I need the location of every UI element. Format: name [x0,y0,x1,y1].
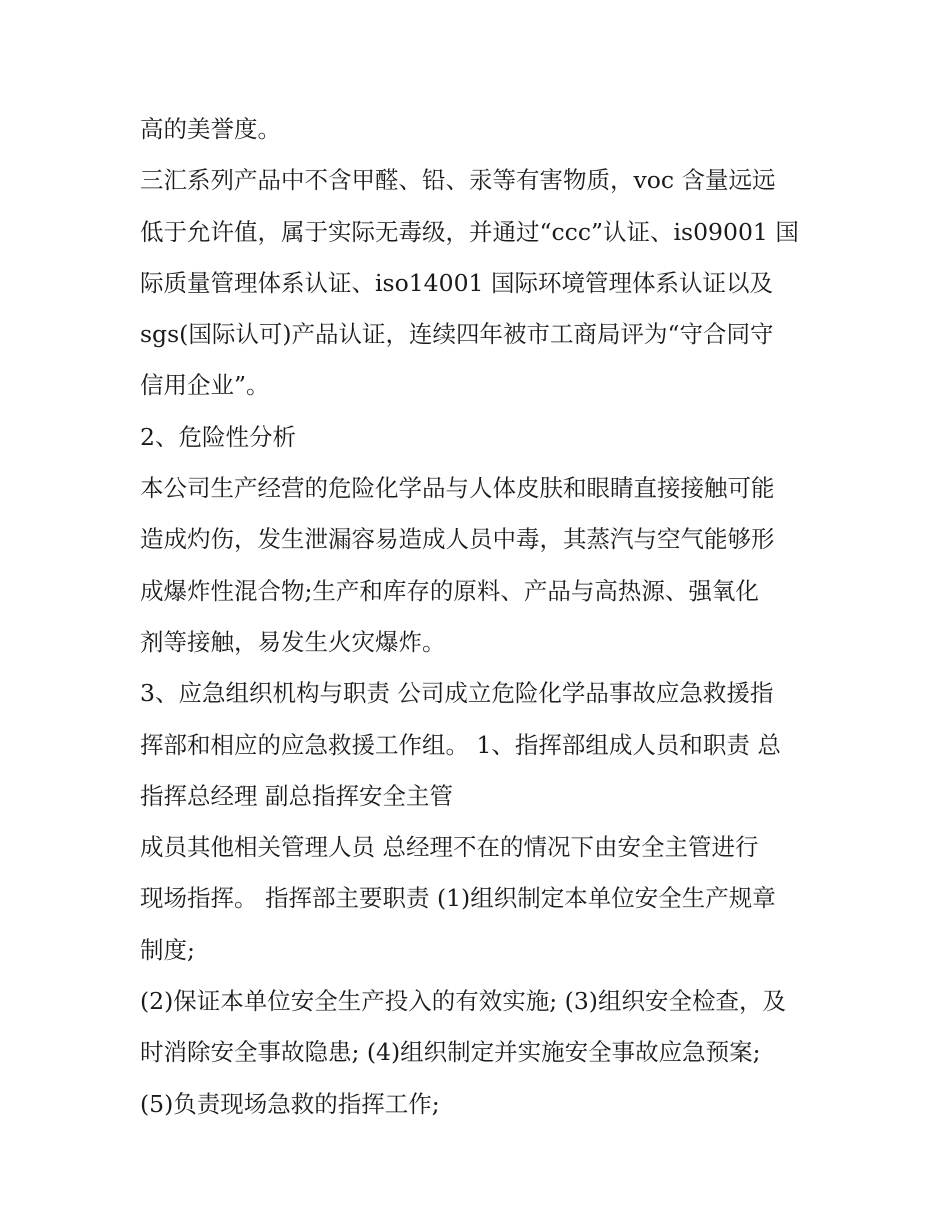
text-line: 三汇系列产品中不含甲醛、铅、汞等有害物质，voc 含量远远 [140,166,776,195]
text-line: 3、应急组织机构与职责 公司成立危险化学品事故应急救援指 [140,679,774,708]
text-line: 剂等接触，易发生火灾爆炸。 [140,627,446,656]
text-line: (2)保证本单位安全生产投入的有效实施; (3)组织安全检查，及 [140,987,786,1016]
text-line: 信用企业”。 [140,371,270,400]
text-line: 成员其他相关管理人员 总经理不在的情况下由安全主管进行 [140,833,759,862]
section-heading: 2、危险性分析 [140,422,296,451]
text-line: 指挥总经理 副总指挥安全主管 [140,781,453,810]
text-line: 本公司生产经营的危险化学品与人体皮肤和眼睛直接接触可能 [140,474,775,503]
document-body [140,104,830,1130]
text-line: 现场指挥。 指挥部主要职责 (1)组织制定本单位安全生产规章 [140,884,776,913]
text-line: (5)负责现场急救的指挥工作; [140,1089,440,1118]
text-line: 高的美誉度。 [140,115,281,143]
text-line: 时消除安全事故隐患; (4)组织制定并实施安全事故应急预案; [140,1038,761,1067]
text-line: 低于允许值，属于实际无毒级，并通过“ccc”认证、is09001 国 [140,217,799,246]
text-line: 挥部和相应的应急救援工作组。 1、指挥部组成人员和职责 总 [140,730,781,759]
text-line: 成爆炸性混合物;生产和库存的原料、产品与高热源、强氧化 [140,576,759,605]
text-line: 制度; [140,935,195,964]
text-line: 造成灼伤，发生泄漏容易造成人员中毒，其蒸汽与空气能够形 [140,525,775,554]
text-line: 际质量管理体系认证、iso14001 国际环境管理体系认证以及 [140,268,773,297]
text-line: sgs(国际认可)产品认证，连续四年被市工商局评为“守合同守 [140,320,774,349]
